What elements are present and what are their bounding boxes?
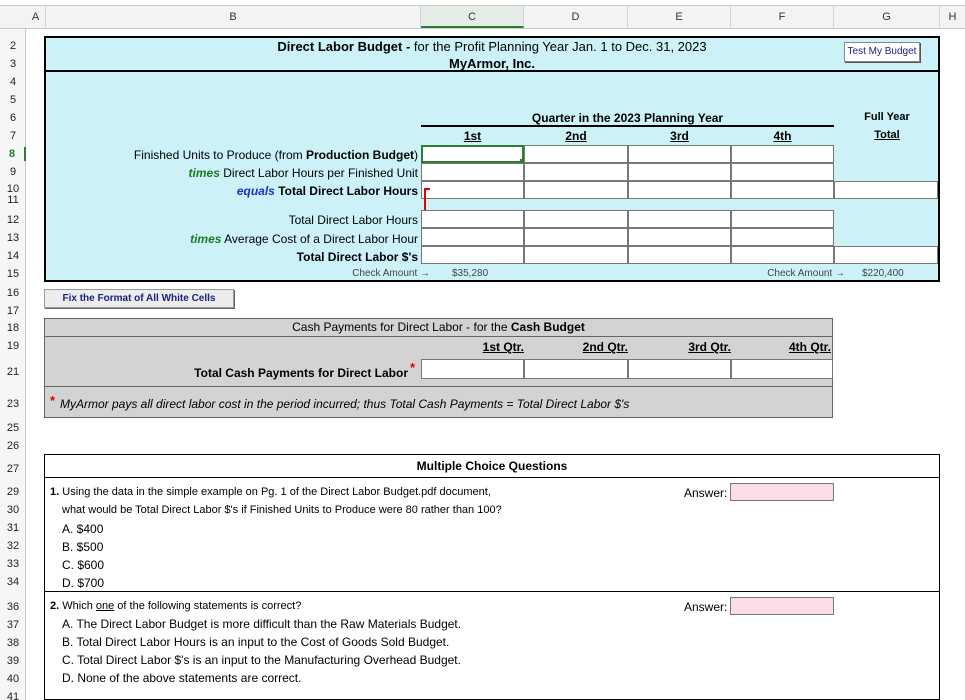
row-number[interactable]: 21 xyxy=(6,366,20,378)
total-labor-dollars-label: Total Direct Labor $'s xyxy=(296,250,418,264)
check-amount-label: Check Amount → xyxy=(352,268,430,279)
avg-cost-per-hour-label: times Average Cost of a Direct Labor Hour xyxy=(190,232,418,246)
question-1-answer-label: Answer: xyxy=(684,486,728,500)
check-amount-label-2: Check Amount → xyxy=(767,268,845,279)
cell-f14[interactable] xyxy=(731,246,834,264)
cash-note-asterisk: * xyxy=(50,393,56,408)
cash-cell-q2[interactable] xyxy=(524,359,628,379)
row-number[interactable]: 6 xyxy=(9,112,17,124)
row-number[interactable]: 34 xyxy=(6,576,20,588)
row-number[interactable]: 26 xyxy=(6,440,20,452)
total-labor-hours-label-2: Total Direct Labor Hours xyxy=(288,213,418,227)
quarter-3-header: 3rd xyxy=(670,129,689,143)
row-number[interactable]: 11 xyxy=(7,194,19,206)
column-header-g[interactable]: G xyxy=(834,6,940,28)
cash-cell-q1[interactable] xyxy=(421,359,524,379)
cell-e14[interactable] xyxy=(628,246,731,264)
row-number[interactable]: 12 xyxy=(6,214,20,226)
cash-q2-header: 2nd Qtr. xyxy=(582,340,628,354)
cell-e10[interactable] xyxy=(628,181,731,199)
cash-divider xyxy=(44,336,833,337)
company-name: MyArmor, Inc. xyxy=(449,56,535,71)
column-header-a[interactable]: A xyxy=(26,6,46,28)
labor-hours-per-unit-label: times Direct Labor Hours per Finished Unit xyxy=(188,166,418,180)
fix-format-button[interactable]: Fix the Format of All White Cells xyxy=(44,289,234,308)
cell-f10[interactable] xyxy=(731,181,834,199)
check-amount-q1: $35,280 xyxy=(452,268,489,279)
row-number[interactable]: 19 xyxy=(6,340,20,352)
question-2-answer-input[interactable] xyxy=(730,597,834,615)
row-number[interactable]: 31 xyxy=(6,522,20,534)
quarter-1-header: 1st xyxy=(463,129,482,143)
quarter-header: Quarter in the 2023 Planning Year xyxy=(531,111,724,125)
column-header-bar xyxy=(0,5,965,29)
cell-d10[interactable] xyxy=(524,181,628,199)
cell-g10[interactable] xyxy=(834,181,938,199)
finished-units-label: Finished Units to Produce (from Production Budget) xyxy=(133,148,418,162)
row-header-gutter xyxy=(0,29,26,700)
total-labor-hours-label: equals Total Direct Labor Hours xyxy=(236,184,418,198)
test-my-budget-button[interactable]: Test My Budget xyxy=(844,42,920,62)
question-2-answer-label: Answer: xyxy=(684,600,728,614)
row-number[interactable]: 7 xyxy=(9,130,17,142)
row-number[interactable]: 17 xyxy=(6,305,20,317)
row-number[interactable]: 2 xyxy=(9,40,17,52)
row-number[interactable]: 4 xyxy=(9,76,17,88)
quarter-header-rule xyxy=(421,125,834,127)
column-header-c[interactable]: C xyxy=(421,6,524,28)
row-number[interactable]: 25 xyxy=(6,422,20,434)
cell-f13[interactable] xyxy=(731,228,834,246)
full-year-label: Full Year xyxy=(864,111,910,123)
question-2-option-c: C. Total Direct Labor $'s is an input to the Manufacturing Overhead Budget. xyxy=(62,653,461,667)
column-header-f[interactable]: F xyxy=(731,6,834,28)
cell-d14[interactable] xyxy=(524,246,628,264)
cash-title: Cash Payments for Direct Labor - for the Cash Budget xyxy=(292,320,585,334)
row-number[interactable]: 39 xyxy=(6,655,20,667)
question-2-line-1: 2. Which one of the following statements is correct? xyxy=(50,600,302,612)
row-number[interactable]: 13 xyxy=(6,232,20,244)
row-number[interactable]: 14 xyxy=(6,250,20,262)
row-number[interactable]: 30 xyxy=(6,504,20,516)
row-number[interactable]: 18 xyxy=(6,322,20,334)
cash-divider-2 xyxy=(44,386,833,387)
cell-c8-selected[interactable] xyxy=(421,145,524,163)
row-number[interactable]: 16 xyxy=(6,287,20,299)
cell-e12[interactable] xyxy=(628,210,731,228)
cash-q4-header: 4th Qtr. xyxy=(788,340,831,354)
question-1-option-c: C. $600 xyxy=(62,558,105,572)
cell-d9[interactable] xyxy=(524,163,628,181)
row-number-selected[interactable]: 8 xyxy=(0,147,26,161)
cash-asterisk: * xyxy=(410,360,416,375)
cell-d8[interactable] xyxy=(524,145,628,163)
question-1-line-2: what would be Total Direct Labor $'s if Finished Units to Produce were 80 rather than 100? xyxy=(62,504,502,516)
row-number[interactable]: 29 xyxy=(6,486,20,498)
cell-c10[interactable] xyxy=(421,181,524,199)
cash-note: MyArmor pays all direct labor cost in the period incurred; thus Total Cash Payments = Total Direct Labor $'s xyxy=(60,397,630,411)
question-2-option-a: A. The Direct Labor Budget is more difficult than the Raw Materials Budget. xyxy=(62,617,462,631)
quarter-2-header: 2nd xyxy=(565,129,587,143)
check-amount-full-year: $220,400 xyxy=(862,268,904,279)
cash-cell-q4[interactable] xyxy=(731,359,833,379)
row-number[interactable]: 33 xyxy=(6,558,20,570)
row-number[interactable]: 32 xyxy=(6,540,20,552)
quarter-4-header: 4th xyxy=(773,129,792,143)
cash-cell-q3[interactable] xyxy=(628,359,731,379)
cell-c9[interactable] xyxy=(421,163,524,181)
question-1-option-a: A. $400 xyxy=(62,522,104,536)
cash-row-label: Total Cash Payments for Direct Labor xyxy=(194,366,408,380)
budget-title: Direct Labor Budget - for the Profit Planning Year Jan. 1 to Dec. 31, 2023 xyxy=(277,39,707,54)
cell-d12[interactable] xyxy=(524,210,628,228)
cell-e13[interactable] xyxy=(628,228,731,246)
cell-e8[interactable] xyxy=(628,145,731,163)
row-number[interactable]: 5 xyxy=(9,94,17,106)
row-number[interactable]: 9 xyxy=(9,166,17,178)
row-number[interactable]: 37 xyxy=(6,619,20,631)
question-1-option-b: B. $500 xyxy=(62,540,104,554)
cell-f12[interactable] xyxy=(731,210,834,228)
column-header-b[interactable]: B xyxy=(46,6,421,28)
full-year-total-label: Total xyxy=(874,129,900,141)
cell-f9[interactable] xyxy=(731,163,834,181)
question-2-option-b: B. Total Direct Labor Hours is an input to the Cost of Goods Sold Budget. xyxy=(62,635,450,649)
row-number[interactable]: 27 xyxy=(6,463,20,475)
cell-e9[interactable] xyxy=(628,163,731,181)
row-number[interactable]: 10 xyxy=(6,183,20,195)
mcq-divider-2 xyxy=(44,591,940,592)
row-number[interactable]: 36 xyxy=(6,601,20,613)
question-1-line-1: 1. Using the data in the simple example on Pg. 1 of the Direct Labor Budget.pdf document, xyxy=(50,486,491,498)
row-number[interactable]: 38 xyxy=(6,637,20,649)
cell-c12[interactable] xyxy=(421,210,524,228)
cell-c14[interactable] xyxy=(421,246,524,264)
cell-d13[interactable] xyxy=(524,228,628,246)
column-header-h[interactable]: H xyxy=(948,11,957,23)
row-number[interactable]: 15 xyxy=(6,268,20,280)
cash-q1-header: 1st Qtr. xyxy=(482,340,524,354)
row-number[interactable]: 23 xyxy=(6,398,20,410)
mcq-divider xyxy=(44,477,940,478)
cell-g14[interactable] xyxy=(834,246,938,264)
question-1-answer-input[interactable] xyxy=(730,483,834,501)
row-number[interactable]: 41 xyxy=(6,691,20,700)
row-number[interactable]: 3 xyxy=(9,58,17,70)
question-2-option-d: D. None of the above statements are correct. xyxy=(62,671,302,685)
column-header-d[interactable]: D xyxy=(524,6,628,28)
column-header-e[interactable]: E xyxy=(628,6,731,28)
row-number[interactable]: 40 xyxy=(6,673,20,685)
cell-c13[interactable] xyxy=(421,228,524,246)
mcq-title: Multiple Choice Questions xyxy=(416,459,568,473)
trace-precedent-arrow-top xyxy=(424,188,430,190)
cell-f8[interactable] xyxy=(731,145,834,163)
cash-q3-header: 3rd Qtr. xyxy=(688,340,731,354)
question-1-option-d: D. $700 xyxy=(62,576,105,590)
